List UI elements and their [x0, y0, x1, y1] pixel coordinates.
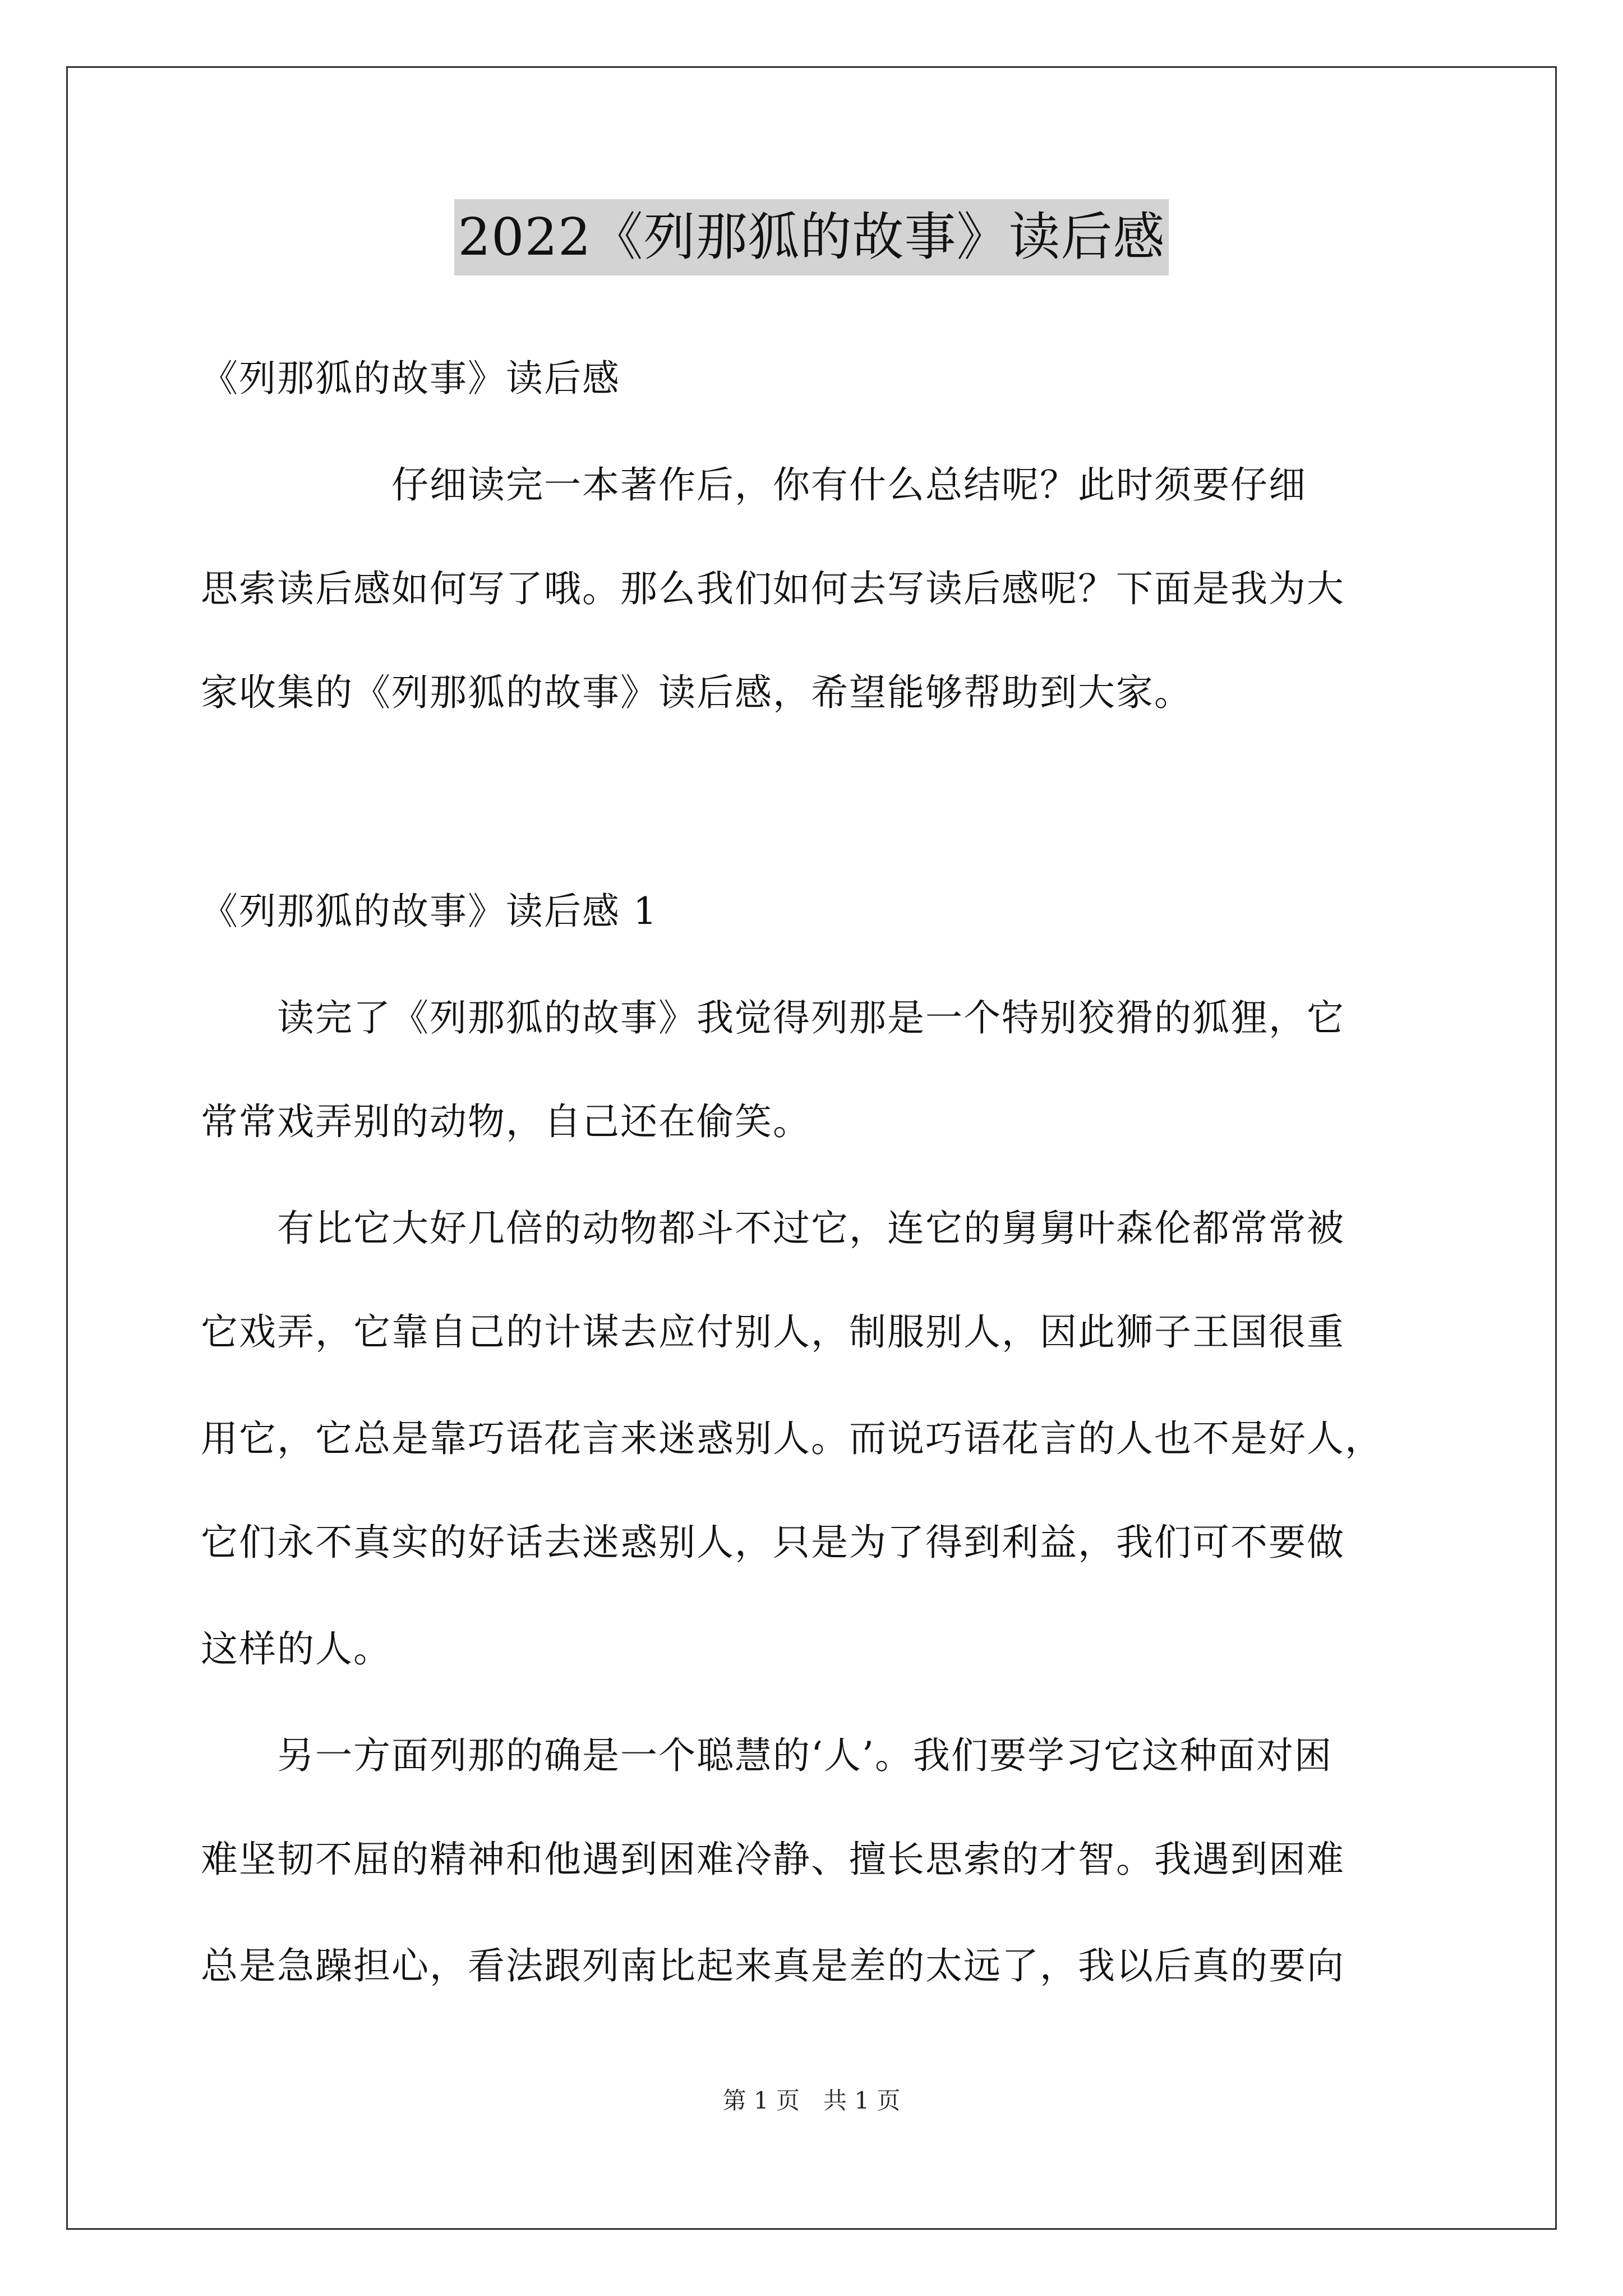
intro-line-2: 思索读后感如何写了哦。那么我们如何去写读后感呢？下面是我为大: [201, 567, 1345, 610]
paragraph-line: 常常戏弄别的动物，自己还在偷笑。: [201, 1100, 811, 1143]
intro-line-1: 仔细读完一本著作后，你有什么总结呢？此时须要仔细: [201, 463, 1307, 507]
paragraph-line: 难坚韧不屈的精神和他遇到困难冷静、擅长思索的才智。我遇到困难: [201, 1838, 1345, 1881]
paragraph-line: 用它，它总是靠巧语花言来迷惑别人。而说巧语花言的人也不是好人，: [201, 1417, 1383, 1460]
subtitle-line: 《列那狐的故事》读后感: [201, 357, 620, 400]
paragraph-line: 有比它大好几倍的动物都斗不过它，连它的舅舅叶森伦都常常被: [201, 1207, 1345, 1250]
intro-line-3: 家收集的《列那狐的故事》读后感，希望能够帮助到大家。: [201, 671, 1192, 714]
section-heading: 《列那狐的故事》读后感 1: [201, 890, 658, 933]
document-title: 2022《列那狐的故事》读后感: [454, 199, 1168, 275]
page-number-footer: 第 1 页 共 1 页: [722, 2087, 901, 2114]
paragraph-line: 这样的人。: [201, 1627, 391, 1671]
paragraph-line: 读完了《列那狐的故事》我觉得列那是一个特别狡猾的狐狸，它: [201, 996, 1345, 1039]
paragraph-line: 它们永不真实的好话去迷惑别人，只是为了得到利益，我们可不要做: [201, 1521, 1345, 1564]
paragraph-line: 另一方面列那的确是一个聪慧的‘人’。我们要学习它这种面对困: [201, 1734, 1332, 1777]
paragraph-line: 总是急躁担心，看法跟列南比起来真是差的太远了，我以后真的要向: [201, 1944, 1345, 1987]
paragraph-line: 它戏弄，它靠自己的计谋去应付别人，制服别人，因此狮子王国很重: [201, 1310, 1345, 1354]
title-container: [0, 199, 1623, 275]
